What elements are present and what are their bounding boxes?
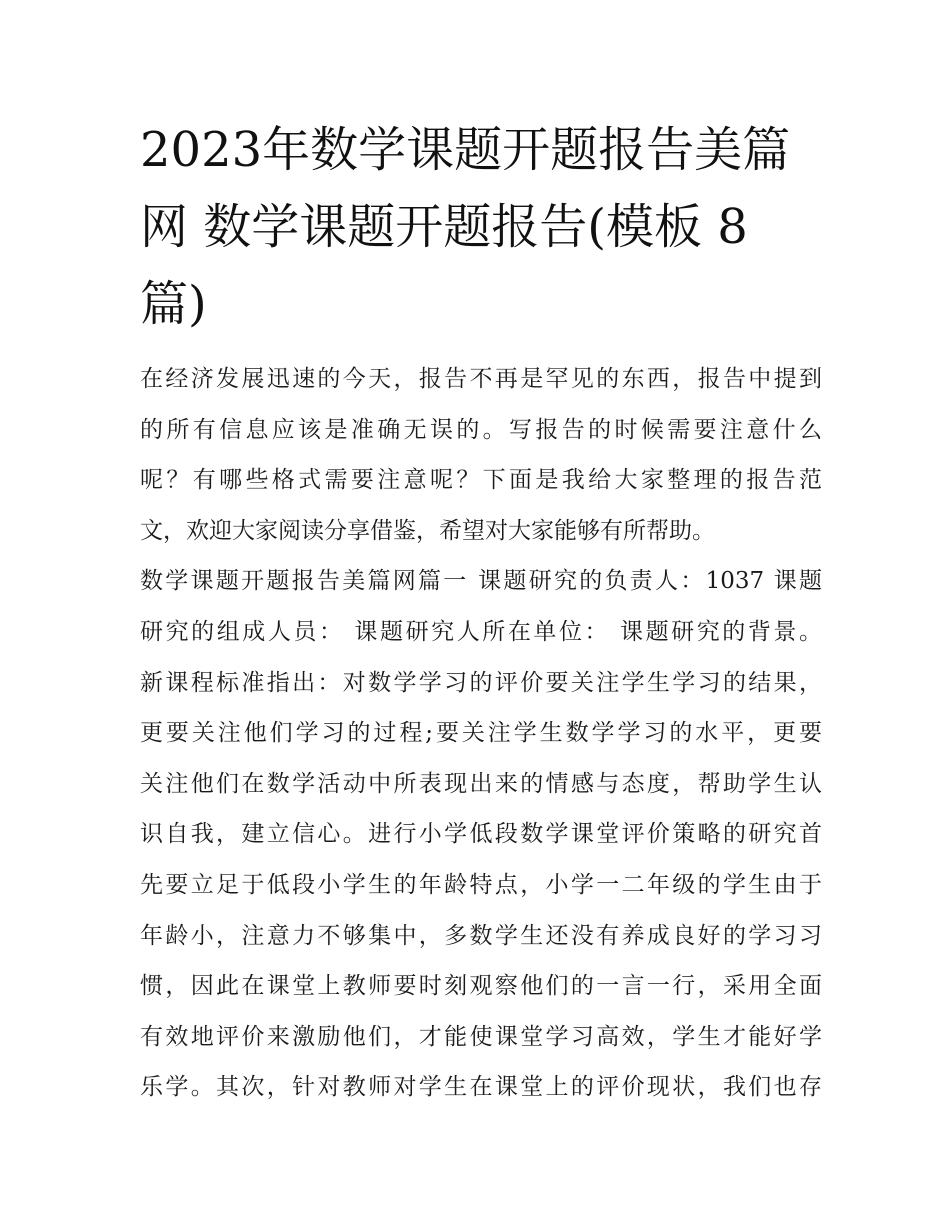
title-line-3: 篇) — [140, 276, 207, 332]
body-line: 惯，因此在课堂上教师要时刻观察他们的一言一行，采用全面 — [140, 973, 822, 1000]
intro-paragraph — [140, 354, 822, 556]
body-line: 在经济发展迅速的今天，报告不再是罕见的东西，报告中提到 — [140, 366, 822, 392]
body-line: 乐学。其次，针对教师对学生在课堂上的评价现状，我们也存 — [140, 1074, 822, 1101]
body-line: 识自我，建立信心。进行小学低段数学课堂评价策略的研究首 — [140, 821, 822, 848]
body-line: 有效地评价来激励他们，才能使课堂学习高效，学生才能好学 — [140, 1023, 822, 1050]
body-line: 呢？有哪些格式需要注意呢？下面是我给大家整理的报告范 — [140, 467, 822, 494]
body-line: 研究的组成人员： 课题研究人所在单位： 课题研究的背景。 — [140, 618, 822, 645]
title-line-1: 2023年数学课题开题报告美篇 — [140, 122, 791, 178]
body-line: 数学课题开题报告美篇网篇一 课题研究的负责人：1037 课题 — [140, 568, 822, 595]
section-one-paragraph — [140, 556, 822, 1113]
body-line: 先要立足于低段小学生的年龄特点，小学一二年级的学生由于 — [140, 871, 822, 898]
body-line: 更要关注他们学习的过程;要关注学生数学学习的水平，更要 — [140, 720, 822, 747]
body-line: 年龄小，注意力不够集中，多数学生还没有养成良好的学习习 — [140, 922, 822, 949]
body-line: 新课程标准指出：对数学学习的评价要关注学生学习的结果， — [140, 669, 822, 696]
document-title — [140, 112, 820, 343]
document-body — [140, 354, 822, 1113]
body-line: 的所有信息应该是准确无误的。写报告的时候需要注意什么 — [140, 416, 822, 443]
body-line: 关注他们在数学活动中所表现出来的情感与态度，帮助学生认 — [140, 770, 822, 797]
title-line-2: 网 数学课题开题报告(模板 8 — [140, 199, 748, 255]
body-line: 文，欢迎大家阅读分享借鉴，希望对大家能够有所帮助。 — [140, 517, 715, 544]
